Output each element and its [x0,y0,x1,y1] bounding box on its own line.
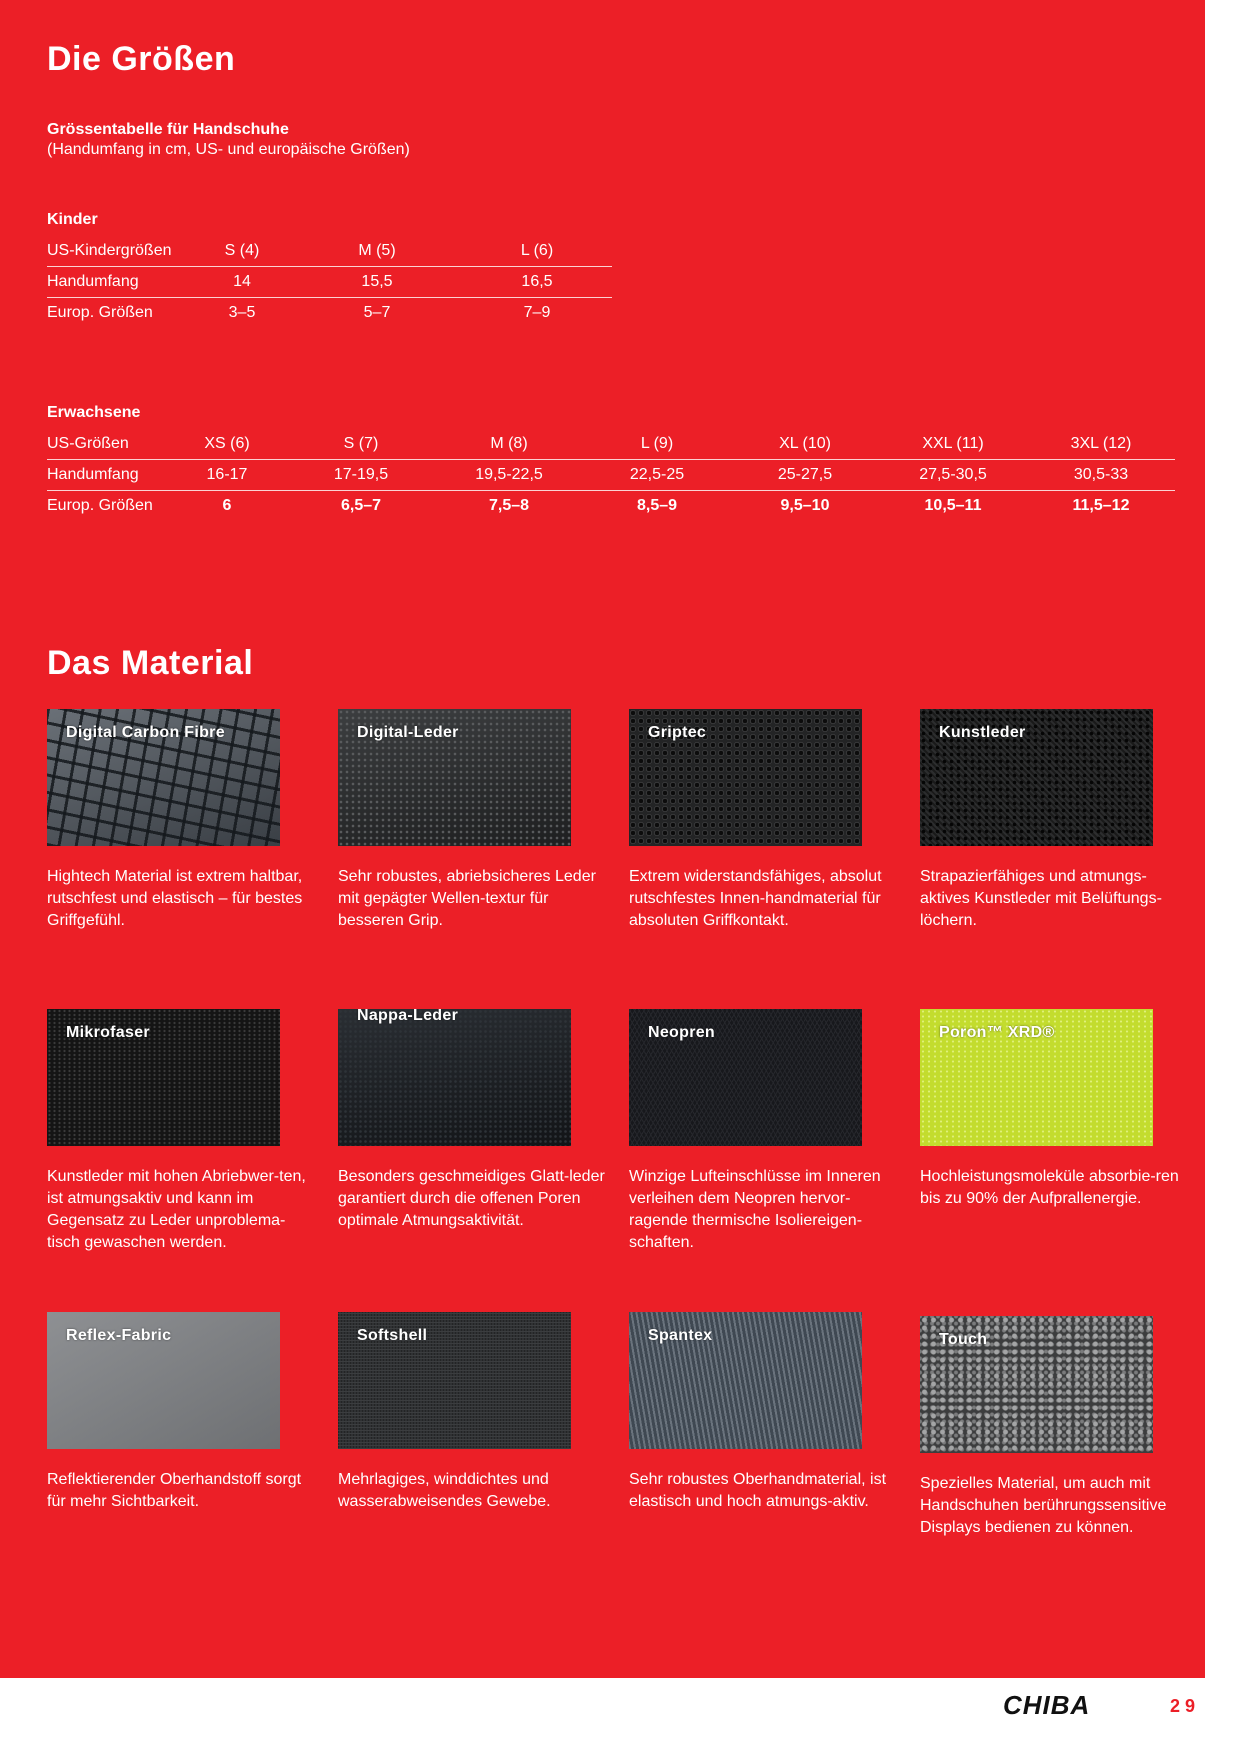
material-description: Hightech Material ist extrem haltbar, rutschfest und elastisch – für bestes Griffgefühl. [47,868,303,929]
material-swatch [629,1009,862,1146]
material-description: Mehrlagiges, winddichtes und wasserabweisendes Gewebe. [338,1471,551,1510]
material-title: Das Material [47,644,254,682]
adults-size-cell: 17-19,5 [287,460,435,491]
kids-size-cell: 3–5 [192,298,292,329]
adults-size-cell: 16-17 [167,460,287,491]
kids-size-cell: S (4) [224,242,260,259]
material-name: Nappa-Leder [357,1009,459,1024]
kids-size-row-label: Handumfang [47,267,192,298]
material-name: Digital Carbon Fibre [66,724,225,741]
adults-size-row-label: US-Größen [47,435,129,452]
adults-size-cell: XL (10) [779,435,831,452]
material-description: Extrem widerstandsfähiges, absolut rutschfestes Innen-handmaterial für absoluten Griffkontakt. [629,868,882,929]
material-swatch [629,709,862,846]
material-swatch [47,1009,280,1146]
adults-size-cell: 27,5-30,5 [879,460,1027,491]
material-swatch [338,709,571,846]
adults-size-cell: M (8) [490,435,528,452]
material-name: Kunstleder [939,724,1026,741]
kids-size-row [47,298,612,329]
adults-size-row [47,429,1175,460]
adults-size-cell: 30,5-33 [1027,460,1175,491]
material-name: Mikrofaser [66,1024,150,1041]
adults-size-cell: 25-27,5 [731,460,879,491]
adults-size-cell: 9,5–10 [731,491,879,522]
material-name: Reflex-Fabric [66,1327,172,1344]
adults-size-cell: L (9) [640,435,674,452]
chiba-logo [1003,1692,1133,1718]
kids-size-cell: 14 [192,267,292,298]
adults-size-cell: 6,5–7 [287,491,435,522]
kids-size-cell: 5–7 [292,298,462,329]
material-description: Sehr robustes Oberhandmaterial, ist elastisch und hoch atmungs-aktiv. [629,1471,887,1510]
material-name: Poron™ XRD® [939,1024,1055,1041]
material-name: Touch [939,1331,988,1348]
material-swatch [338,1009,571,1146]
adults-size-cell: 11,5–12 [1027,491,1175,522]
adults-size-cell: 7,5–8 [435,491,583,522]
material-swatch [338,1312,571,1449]
svg-text:CHIBA: CHIBA [1003,1692,1091,1718]
adults-size-cell: 10,5–11 [879,491,1027,522]
material-name: Digital-Leder [357,724,459,741]
material-name: Softshell [357,1327,428,1344]
material-name: Spantex [648,1327,713,1344]
kids-size-cell: 7–9 [462,298,612,329]
material-swatch [920,1009,1153,1146]
kids-size-row [47,267,612,298]
material-description: Spezielles Material, um auch mit Handschuhen berührungssensitive Displays bedienen zu können. [920,1475,1167,1536]
adults-size-cell: 8,5–9 [583,491,731,522]
adults-size-cell: 6 [167,491,287,522]
adults-label: Erwachsene [47,404,141,421]
kids-size-cell: L (6) [520,242,554,259]
adults-size-row [47,491,1175,522]
material-description: Strapazierfähiges und atmungs-aktives Kunstleder mit Belüftungs-löchern. [920,868,1162,929]
size-table-note: (Handumfang in cm, US- und europäische Größen) [47,141,410,158]
material-swatch [47,1312,280,1449]
kids-label: Kinder [47,211,98,228]
material-swatch [920,1316,1153,1453]
size-table-subtitle: Grössentabelle für Handschuhe [47,121,289,138]
adults-size-cell: XS (6) [204,435,250,452]
material-description: Besonders geschmeidiges Glatt-leder garantiert durch die offenen Poren optimale Atmungsaktivität. [338,1168,605,1229]
kids-size-cell: M (5) [358,242,396,259]
adults-size-cell: 22,5-25 [583,460,731,491]
material-description: Hochleistungsmoleküle absorbie-ren bis zu 90% der Aufprallenergie. [920,1168,1179,1207]
kids-size-table [47,236,612,328]
adults-size-cell: 3XL (12) [1070,435,1132,452]
material-description: Sehr robustes, abriebsicheres Leder mit gepägter Wellen-textur für besseren Grip. [338,868,596,929]
material-description: Reflektierender Oberhandstoff sorgt für mehr Sichtbarkeit. [47,1471,302,1510]
sizes-title: Die Größen [47,40,236,78]
material-description: Winzige Lufteinschlüsse im Inneren verleihen dem Neopren hervor-ragende thermische Isoliereigen-schaften. [629,1168,881,1251]
adults-size-cell: 19,5-22,5 [435,460,583,491]
material-swatch [629,1312,862,1449]
material-swatch [920,709,1153,846]
adults-size-table [47,429,1175,521]
material-name: Griptec [648,724,707,741]
material-description: Kunstleder mit hohen Abriebwer-ten, ist atmungsaktiv und kann im Gegensatz zu Leder unproblema-tisch gewaschen werden. [47,1168,306,1251]
adults-size-row-label: Europ. Größen [47,491,167,522]
page-number: 29 [1170,1696,1201,1716]
material-name: Neopren [648,1024,715,1041]
material-swatch [47,709,280,846]
kids-size-row [47,236,612,267]
adults-size-row [47,460,1175,491]
kids-size-row-label: US-Kindergrößen [47,242,172,259]
size-table-intro [47,120,410,160]
adults-size-cell: XXL (11) [922,435,984,452]
adults-size-cell: S (7) [343,435,379,452]
kids-size-cell: 15,5 [292,267,462,298]
kids-size-cell: 16,5 [462,267,612,298]
adults-size-row-label: Handumfang [47,460,167,491]
kids-size-row-label: Europ. Größen [47,298,192,329]
